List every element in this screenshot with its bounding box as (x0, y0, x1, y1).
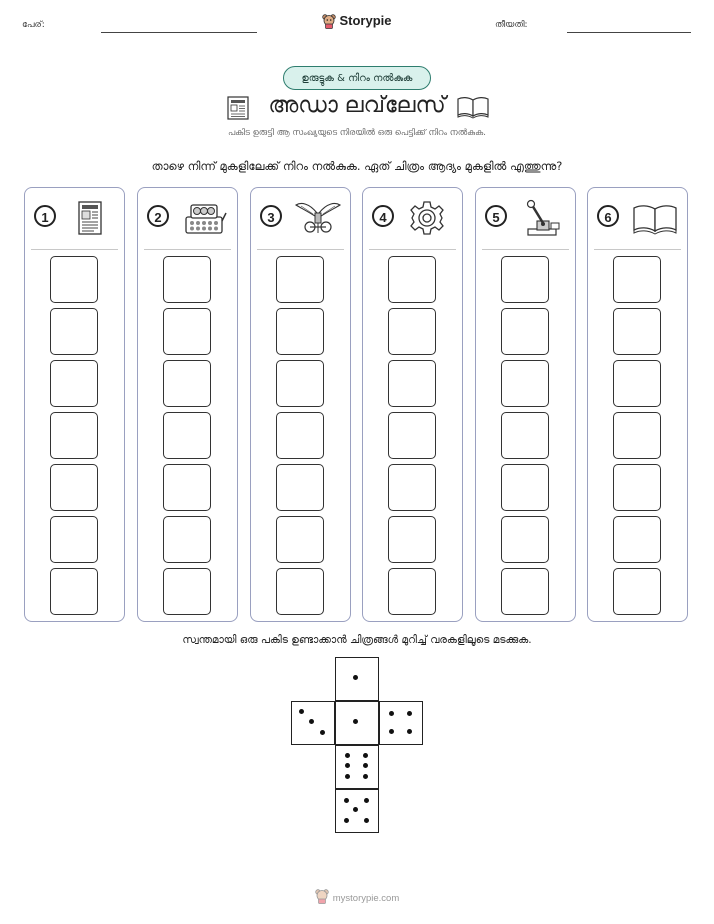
column-2 (137, 187, 238, 622)
question-text: താഴെ നിന്ന് മുകളിലേക്ക് നിറം നൽകുക. ഏത് ചിത്രം ആദ്യം മുകളിൽ എത്തുന്നു? (151, 159, 563, 173)
color-box[interactable] (501, 256, 549, 303)
color-box[interactable] (613, 308, 661, 355)
color-box[interactable] (163, 256, 211, 303)
color-box[interactable] (50, 464, 98, 511)
column-divider (257, 249, 344, 250)
color-box[interactable] (388, 568, 436, 615)
column-6 (587, 187, 688, 622)
column-1 (24, 187, 125, 622)
color-box[interactable] (163, 360, 211, 407)
color-box[interactable] (501, 516, 549, 563)
pip (299, 709, 304, 714)
pip (389, 729, 394, 734)
column-number: 4 (372, 205, 394, 227)
color-box[interactable] (50, 360, 98, 407)
column-number: 2 (147, 205, 169, 227)
pip (363, 774, 368, 779)
newspaper-icon (69, 199, 115, 237)
pip (353, 719, 358, 724)
name-label: പേര്: (22, 20, 45, 30)
lever-crank-icon (520, 199, 566, 237)
color-box[interactable] (276, 568, 324, 615)
activity-badge: ഉരുട്ടുക & നിറം നൽകുക (283, 66, 431, 90)
color-box[interactable] (163, 464, 211, 511)
dice-face-1 (335, 657, 379, 701)
page-title: അഡാ ലവ്‌ലേസ് (268, 93, 446, 118)
flying-machine-icon (295, 199, 341, 237)
color-box[interactable] (276, 412, 324, 459)
pip (345, 763, 350, 768)
date-field-line[interactable] (567, 32, 691, 33)
dice-face-4 (379, 701, 423, 745)
color-box[interactable] (613, 256, 661, 303)
column-divider (594, 249, 681, 250)
dice-face-3 (291, 701, 335, 745)
color-box[interactable] (276, 464, 324, 511)
footer-url[interactable]: mystorypie.com (332, 892, 400, 904)
footer (0, 889, 714, 907)
color-box[interactable] (388, 256, 436, 303)
color-box[interactable] (388, 412, 436, 459)
color-box[interactable] (613, 568, 661, 615)
color-box[interactable] (50, 516, 98, 563)
color-box[interactable] (613, 360, 661, 407)
dice-face-1 (335, 701, 379, 745)
color-box[interactable] (613, 516, 661, 563)
color-box[interactable] (613, 464, 661, 511)
pip (353, 675, 358, 680)
gear-icon (407, 199, 453, 237)
column-4 (362, 187, 463, 622)
pip (364, 798, 369, 803)
color-box[interactable] (613, 412, 661, 459)
pip (407, 729, 412, 734)
color-box[interactable] (276, 360, 324, 407)
color-box[interactable] (276, 516, 324, 563)
column-3 (250, 187, 351, 622)
column-number: 3 (260, 205, 282, 227)
color-box[interactable] (388, 516, 436, 563)
dice-face-5 (335, 789, 379, 833)
color-box[interactable] (388, 360, 436, 407)
pip (353, 807, 358, 812)
dice-face-6 (335, 745, 379, 789)
column-5 (475, 187, 576, 622)
calculating-machine-icon (182, 199, 228, 237)
date-label: തീയതി: (495, 20, 528, 30)
color-box[interactable] (163, 516, 211, 563)
pip (320, 730, 325, 735)
pip (345, 774, 350, 779)
column-divider (369, 249, 456, 250)
pip (344, 818, 349, 823)
color-box[interactable] (163, 412, 211, 459)
subtitle: പകിട ഉരുട്ടി ആ സംഖ്യയുടെ നിരയിൽ ഒരു പെട്ടിക്ക് നിറം നൽകുക. (228, 128, 486, 138)
pip (309, 719, 314, 724)
column-divider (31, 249, 118, 250)
column-divider (482, 249, 569, 250)
column-divider (144, 249, 231, 250)
pip (363, 753, 368, 758)
dice-instruction: സ്വന്തമായി ഒരു പകിട ഉണ്ടാക്കാൻ ചിത്രങ്ങൾ മുറിച്ച് വരകളിലൂടെ മടക്കുക. (182, 634, 532, 646)
pip (389, 711, 394, 716)
pip (363, 763, 368, 768)
color-box[interactable] (388, 308, 436, 355)
color-box[interactable] (501, 360, 549, 407)
color-box[interactable] (163, 568, 211, 615)
pip (364, 818, 369, 823)
column-number: 1 (34, 205, 56, 227)
color-box[interactable] (163, 308, 211, 355)
color-box[interactable] (50, 308, 98, 355)
color-box[interactable] (501, 568, 549, 615)
open-book-icon (632, 199, 678, 237)
color-box[interactable] (276, 256, 324, 303)
color-box[interactable] (501, 308, 549, 355)
pip (345, 753, 350, 758)
bear-mascot-icon (315, 889, 329, 907)
brand-logo (0, 13, 714, 34)
color-box[interactable] (388, 464, 436, 511)
open-book-icon (456, 95, 490, 123)
column-number: 6 (597, 205, 619, 227)
brand-name: Storypie (339, 13, 392, 28)
bear-mascot-icon (322, 14, 336, 28)
pip (344, 798, 349, 803)
color-box[interactable] (50, 412, 98, 459)
pip (407, 711, 412, 716)
color-box[interactable] (276, 308, 324, 355)
color-box[interactable] (50, 568, 98, 615)
color-box[interactable] (50, 256, 98, 303)
color-box[interactable] (501, 464, 549, 511)
column-number: 5 (485, 205, 507, 227)
color-box[interactable] (501, 412, 549, 459)
